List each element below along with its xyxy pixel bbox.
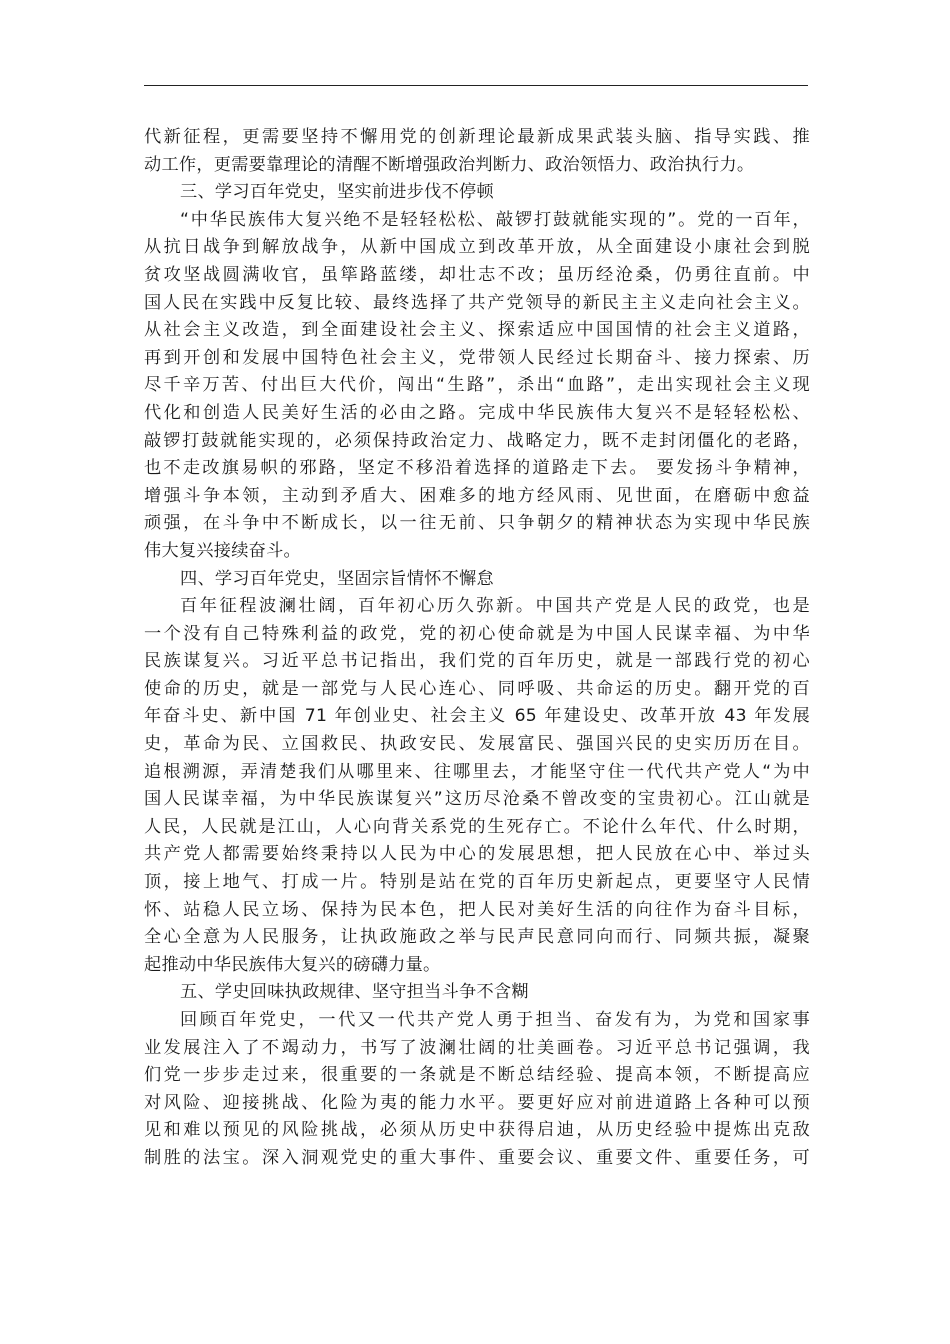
text-line: 回顾百年党史，一代又一代共产党人勇于担当、奋发有为，为党和国家事 — [180, 1010, 810, 1030]
text-line: 起推动中华民族伟大复兴的磅礴力量。 — [144, 954, 441, 975]
text-line: 全心全意为人民服务，让执政施政之举与民声民意同向而行、同频共振，凝聚 — [144, 927, 810, 948]
text-line: 代新征程，更需要坚持不懈用党的创新理论最新成果武装头脑、指导实践、推 — [144, 127, 810, 147]
text-line: 尽千辛万苦、付出巨大代价，闯出“生路”，杀出“血路”，走出实现社会主义现 — [144, 375, 810, 396]
text-line: 伟大复兴接续奋斗。 — [144, 540, 301, 561]
text-line: 顶，接上地气、打成一片。特别是站在党的百年历史新起点，更要坚守人民情 — [144, 872, 810, 893]
text-line: 见和难以预见的风险挑战，必须从历史中获得启迪，从历史经验中提炼出克敌 — [144, 1120, 810, 1141]
text-line: 百年征程波澜壮阔，百年初心历久弥新。中国共产党是人民的政党，也是 — [180, 596, 810, 617]
text-line: 动工作，更需要靠理论的清醒不断增强政治判断力、政治领悟力、政治执行力。 — [144, 154, 755, 175]
text-line: 怀、站稳人民立场、保持为民本色，把人民对美好生活的向往作为奋斗目标， — [144, 899, 810, 920]
text-line: 增强斗争本领，主动到矛盾大、困难多的地方经风雨、见世面，在磨砺中愈益 — [144, 485, 810, 506]
text-line: 也不走改旗易帜的邪路，坚定不移沿着选择的道路走下去。 要发扬斗争精神， — [144, 458, 810, 479]
section-heading-4: 四、学习百年党史，坚固宗旨情怀不懈怠 — [180, 568, 494, 589]
text-line: 制胜的法宝。深入洞观党史的重大事件、重要会议、重要文件、重要任务，可 — [144, 1147, 810, 1168]
text-line: 从抗日战争到解放战争，从新中国成立到改革开放，从全面建设小康社会到脱 — [144, 237, 810, 258]
text-line: 再到开创和发展中国特色社会主义，党带领人民经过长期奋斗、接力探索、历 — [144, 347, 810, 368]
text-line: 追根溯源，弄清楚我们从哪里来、往哪里去，才能坚守住一代代共产党人“为中 — [144, 761, 810, 782]
text-line: 年奋斗史、新中国 71 年创业史、社会主义 65 年建设史、改革开放 43 年发展 — [144, 706, 810, 727]
text-line: 对风险、迎接挑战、化险为夷的能力水平。要更好应对前进道路上各种可以预 — [144, 1092, 810, 1113]
text-line: 国人民在实践中反复比较、最终选择了共产党领导的新民主主义走向社会主义。 — [144, 292, 810, 313]
text-line: 民族谋复兴。习近平总书记指出，我们党的百年历史，就是一部践行党的初心 — [144, 651, 810, 672]
document-body — [144, 124, 810, 1173]
text-line: 使命的历史，就是一部党与人民心连心、同呼吸、共命运的历史。翻开党的百 — [144, 678, 810, 699]
text-line: 贫攻坚战圆满收官，虽筚路蓝缕，却壮志不改；虽历经沧桑，仍勇往直前。中 — [144, 264, 810, 285]
text-line: 一个没有自己特殊利益的政党，党的初心使命就是为中国人民谋幸福、为中华 — [144, 623, 810, 644]
text-line: 敲锣打鼓就能实现的，必须保持政治定力、战略定力，既不走封闭僵化的老路， — [144, 430, 810, 451]
text-line: “中华民族伟大复兴绝不是轻轻松松、敲锣打鼓就能实现的”。党的一百年， — [180, 209, 810, 230]
text-line: 业发展注入了不竭动力，书写了波澜壮阔的壮美画卷。习近平总书记强调，我 — [144, 1037, 810, 1058]
text-line: 从社会主义改造，到全面建设社会主义、探索适应中国国情的社会主义道路， — [144, 320, 810, 341]
text-line: 顽强，在斗争中不断成长，以一往无前、只争朝夕的精神状态为实现中华民族 — [144, 513, 810, 534]
section-heading-5: 五、学史回味执政规律、坚守担当斗争不含糊 — [180, 982, 529, 1003]
text-line: 代化和创造人民美好生活的必由之路。完成中华民族伟大复兴不是轻轻松松、 — [144, 402, 810, 423]
text-line: 们党一步步走过来，很重要的一条就是不断总结经验、提高本领，不断提高应 — [144, 1065, 810, 1086]
header-rule — [144, 85, 808, 86]
text-line: 人民，人民就是江山，人心向背关系党的生死存亡。不论什么年代、什么时期， — [144, 816, 810, 837]
text-line: 共产党人都需要始终秉持以人民为中心的发展思想，把人民放在心中、举过头 — [144, 844, 810, 865]
section-heading-3: 三、学习百年党史，坚实前进步伐不停顿 — [180, 182, 494, 203]
text-line: 国人民谋幸福，为中华民族谋复兴”这历尽沧桑不曾改变的宝贵初心。江山就是 — [144, 789, 810, 810]
text-line: 史，革命为民、立国救民、执政安民、发展富民、强国兴民的史实历历在目。 — [144, 734, 810, 755]
